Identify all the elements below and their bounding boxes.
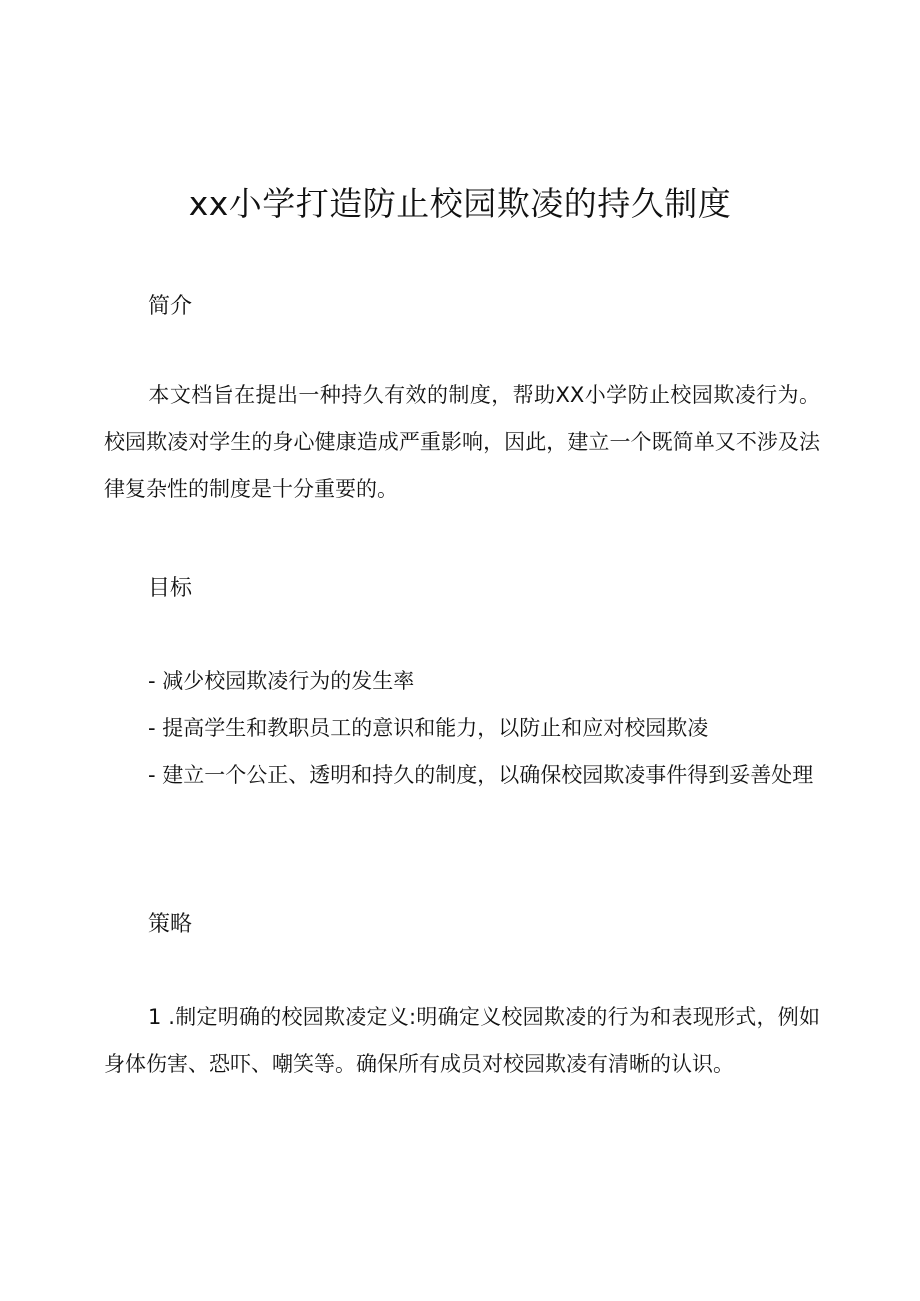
section-heading-goals: 目标 [148, 576, 193, 601]
goal-item-2: - 提高学生和教职员工的意识和能力，以防止和应对校园欺凌 [148, 716, 709, 740]
goal-item-3 [104, 752, 820, 799]
strategy-paragraph-text: 1 .制定明确的校园欺凌定义:明确定义校园欺凌的行为和表现形式，例如身体伤害、恐吓、嘲笑等。确保所有成员对校园欺凌有清晰的认识。 [104, 1005, 820, 1076]
document-title: xx小学打造防止校园欺凌的持久制度 [188, 184, 732, 223]
intro-paragraph [104, 372, 820, 513]
strategy-paragraph [104, 994, 820, 1088]
goal-item-1: - 减少校园欺凌行为的发生率 [148, 669, 415, 693]
section-heading-strategy: 策略 [148, 912, 193, 937]
goal-item-3-text: - 建立一个公正、透明和持久的制度，以确保校园欺凌事件得到妥善处理 [148, 763, 814, 787]
intro-paragraph-text: 本文档旨在提出一种持久有效的制度，帮助XX小学防止校园欺凌行为。校园欺凌对学生的身心健康造成严重影响，因此，建立一个既简单又不涉及法律复杂性的制度是十分重要的。 [104, 383, 820, 501]
section-heading-intro: 简介 [148, 294, 193, 319]
